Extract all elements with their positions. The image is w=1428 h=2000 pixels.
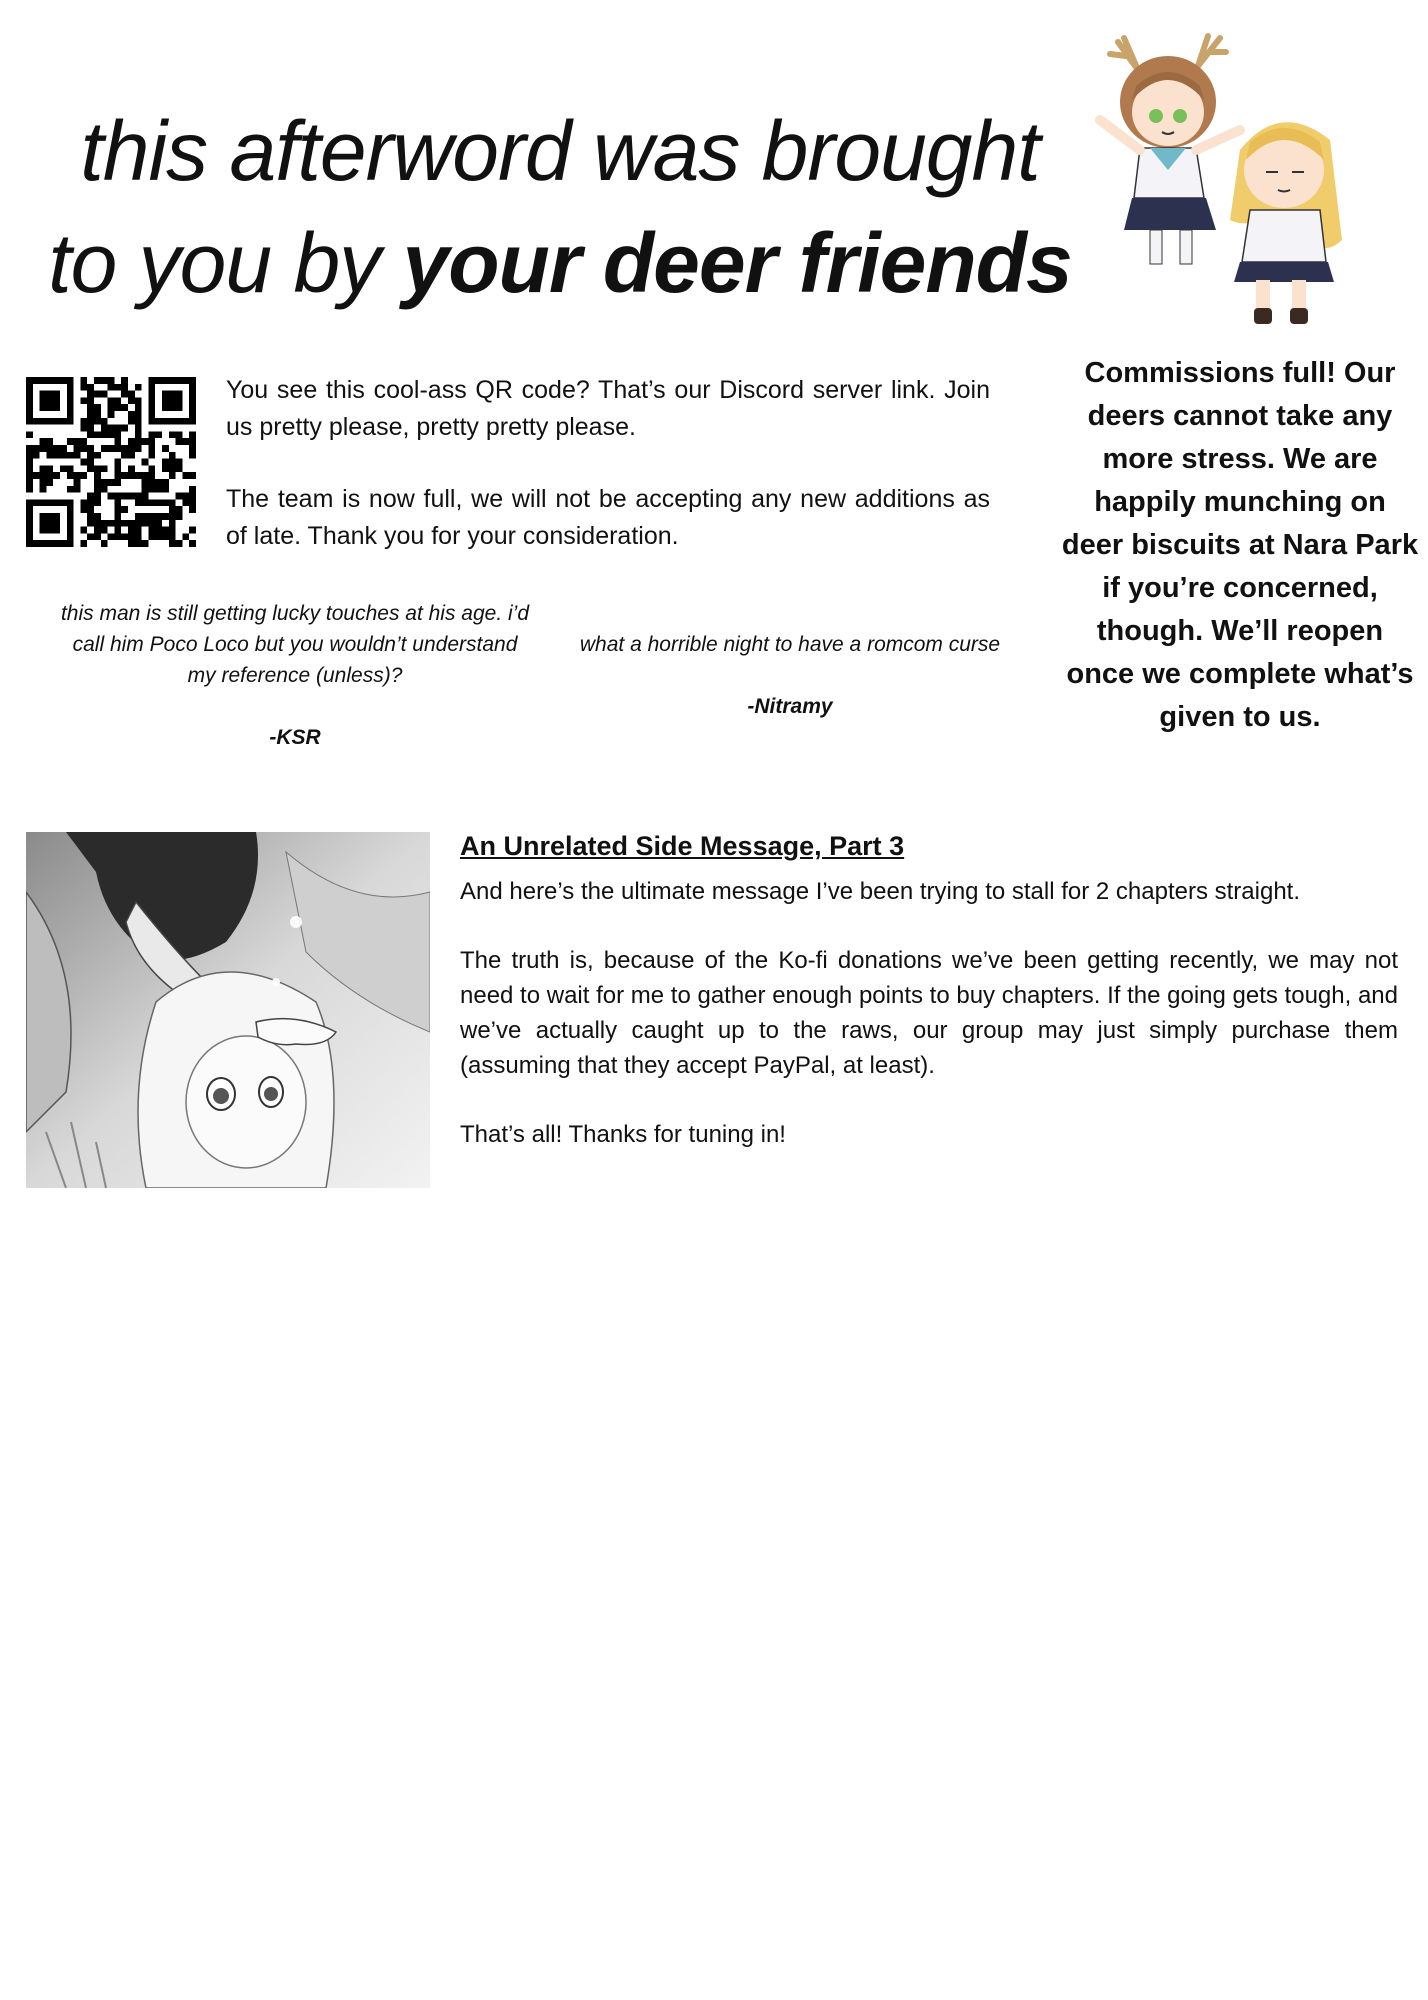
quote-signature: -KSR — [269, 726, 321, 749]
side-message-title: An Unrelated Side Message, Part 3 — [460, 831, 905, 861]
quote-nitramy — [570, 629, 1010, 722]
page-title — [40, 95, 1080, 319]
title-line-1: this afterword was brought — [80, 104, 1040, 198]
intro-paragraph-discord: You see this cool-ass QR code? That’s our Discord server link. Join us pretty please, pretty pretty please. — [226, 376, 990, 441]
title-line-2-bold: your deer friends — [402, 216, 1072, 310]
chibi-deer-girls-illustration — [1080, 30, 1390, 330]
intro-paragraph-team: The team is now full, we will not be accepting any new additions as of late. Thank you for your consideration. — [226, 485, 990, 550]
side-message-paragraph-2: The truth is, because of the Ko-fi donations we’ve been getting recently, we may not need to wait for me to gather enough points to buy chapters. If the going gets tough, and we’ve actually caught up to the raws, our group may just simply purchase them (assuming that they accept PayPal, at least). — [460, 947, 1398, 1079]
quote-ksr — [60, 598, 530, 753]
title-line-2 — [40, 207, 1080, 319]
side-message-body — [460, 874, 1398, 1186]
title-line-2-prefix: to you by — [48, 216, 403, 310]
side-message-paragraph-1: And here’s the ultimate message I’ve been trying to stall for 2 chapters straight. — [460, 878, 1300, 905]
quote-text: what a horrible night to have a romcom curse — [579, 633, 1001, 656]
commission-notice: Commissions full! Our deers cannot take any more stress. We are happily munching on deer biscuits at Nara Park if you’re concerned, though. We’ll reopen once we complete what’s given to us. — [1061, 357, 1419, 733]
quote-signature: -Nitramy — [747, 695, 833, 718]
discord-qr-code[interactable] — [26, 377, 196, 547]
manga-panel-image — [26, 832, 430, 1188]
intro-text — [226, 372, 990, 590]
quote-text: this man is still getting lucky touches at his age. i’d call him Poco Loco but you wouldn’t understand my reference (unless)? — [60, 602, 530, 687]
side-message-paragraph-3: That’s all! Thanks for tuning in! — [460, 1121, 786, 1148]
